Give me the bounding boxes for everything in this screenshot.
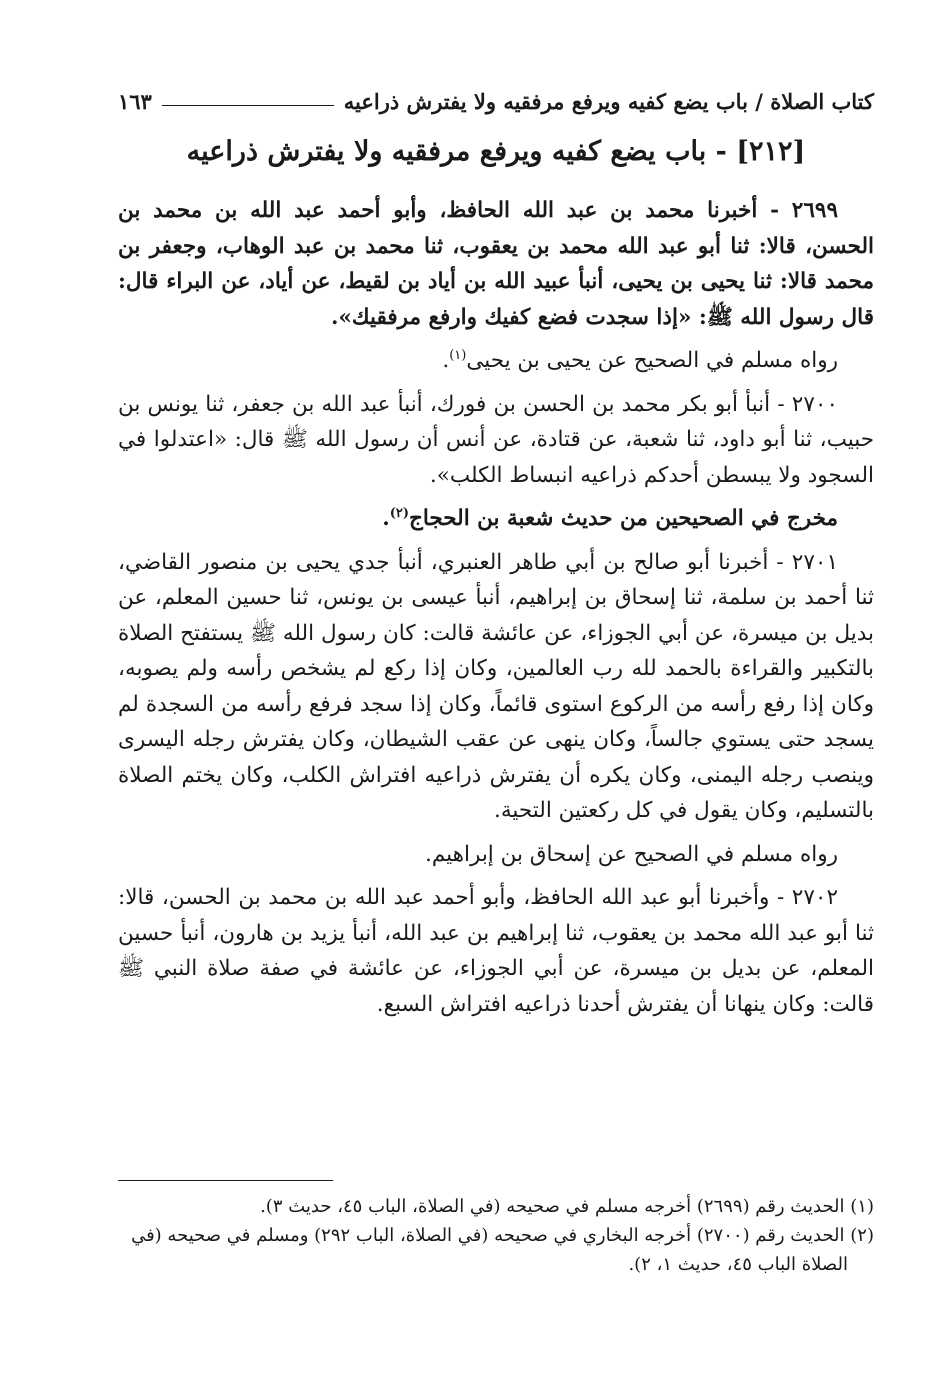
footnotes [118,1192,874,1279]
narration-note: رواه مسلم في الصحيح عن يحيى بن يحيى$^{(١)}$. [442,347,838,373]
hadith-paragraph: ٢٧٠٠ - أنبأ أبو بكر محمد بن الحسن بن فورك، أنبأ عبد الله بن جعفر، ثنا يونس بن حبيب، ثنا أبو داود، ثنا شعبة، عن قتادة، عن أنس أن رسول الله ﷺ قال: «اعتدلوا في السجود ولا يبسطن أحدكم ذراعيه انبساط الكلب». [118,391,874,488]
running-header [118,80,874,114]
footnote-marker: (٢) [389,505,409,521]
narration-note: مخرج في الصحيحين من حديث شعبة بن الحجاج$^{(٢)}$. [382,505,838,531]
footnote: (١) الحديث رقم (٢٦٩٩) أخرجه مسلم في صحيحه (في الصلاة، الباب ٤٥، حديث ٣). [260,1196,874,1217]
footnote: (٢) الحديث رقم (٢٧٠٠) أخرجه البخاري في صحيحه (في الصلاة، الباب ٢٩٢) ومسلم في صحيحه (في الصلاة الباب ٤٥، حديث ١، ٢). [131,1225,874,1275]
footnote-rule [118,1180,333,1181]
narration-note: رواه مسلم في الصحيح عن إسحاق بن إبراهيم. [425,841,838,867]
chapter-title: [٢١٢] - باب يضع كفيه ويرفع مرفقيه ولا يفترش ذراعيه [186,136,806,167]
body-text [118,193,874,1022]
hadith-paragraph: ٢٧٠١ - أخبرنا أبو صالح بن أبي طاهر العنبري، أنبأ جدي يحيى بن منصور القاضي، ثنا أحمد بن سلمة، ثنا إسحاق بن إبراهيم، أنبأ عيسى بن يونس، ثنا حسين المعلم، عن بديل بن ميسرة، عن أبي الجوزاء، عن عائشة قالت: كان رسول الله ﷺ يستفتح الصلاة بالتكبير والقراءة بالحمد لله رب العالمين، وكان إذا ركع لم يشخص رأسه ولم يصوبه، وكان إذا رفع رأسه من الركوع استوى قائماً، وكان إذا سجد فرفع رأسه من السجدة لم يسجد حتى يستوي جالساً، وكان ينهى عن عقب الشيطان، وكان يفترش رجله اليسرى وينصب رجله اليمنى، وكان يكره أن يفترش ذراعيه افتراش الكلب، وكان يختم الصلاة بالتسليم، وكان يقول في كل ركعتين التحية. [118,549,874,823]
hadith-paragraph: ٢٦٩٩ - أخبرنا محمد بن عبد الله الحافظ، وأبو أحمد عبد الله بن محمد بن الحسن، قالا: ثنا أبو عبد الله محمد بن يعقوب، ثنا محمد بن عبد الوهاب، وجعفر بن محمد قالا: ثنا يحيى بن يحيى، أنبأ عبيد الله بن أياد بن لقيط، عن أياد، عن البراء قال: قال رسول الله ﷺ: «إذا سجدت فضع كفيك وارفع مرفقيك». [118,198,874,330]
running-title: كتاب الصلاة / باب يضع كفيه ويرفع مرفقيه ولا يفترش ذراعيه [343,89,874,114]
footnote-marker: (١) [449,347,467,363]
header-rule [162,105,334,106]
hadith-paragraph: ٢٧٠٢ - وأخبرنا أبو عبد الله الحافظ، وأبو أحمد عبد الله بن محمد بن الحسن، قالا: ثنا أبو عبد الله محمد بن يعقوب، ثنا إبراهيم بن عبد الله، أنبأ يزيد بن هارون، أنبأ حسين المعلم، عن بديل بن ميسرة، عن أبي الجوزاء، عن عائشة في صفة صلاة النبي ﷺ قالت: وكان ينهانا أن يفترش أحدنا ذراعيه افتراش السبع. [118,885,874,1017]
page-number: ١٦٣ [118,89,152,114]
